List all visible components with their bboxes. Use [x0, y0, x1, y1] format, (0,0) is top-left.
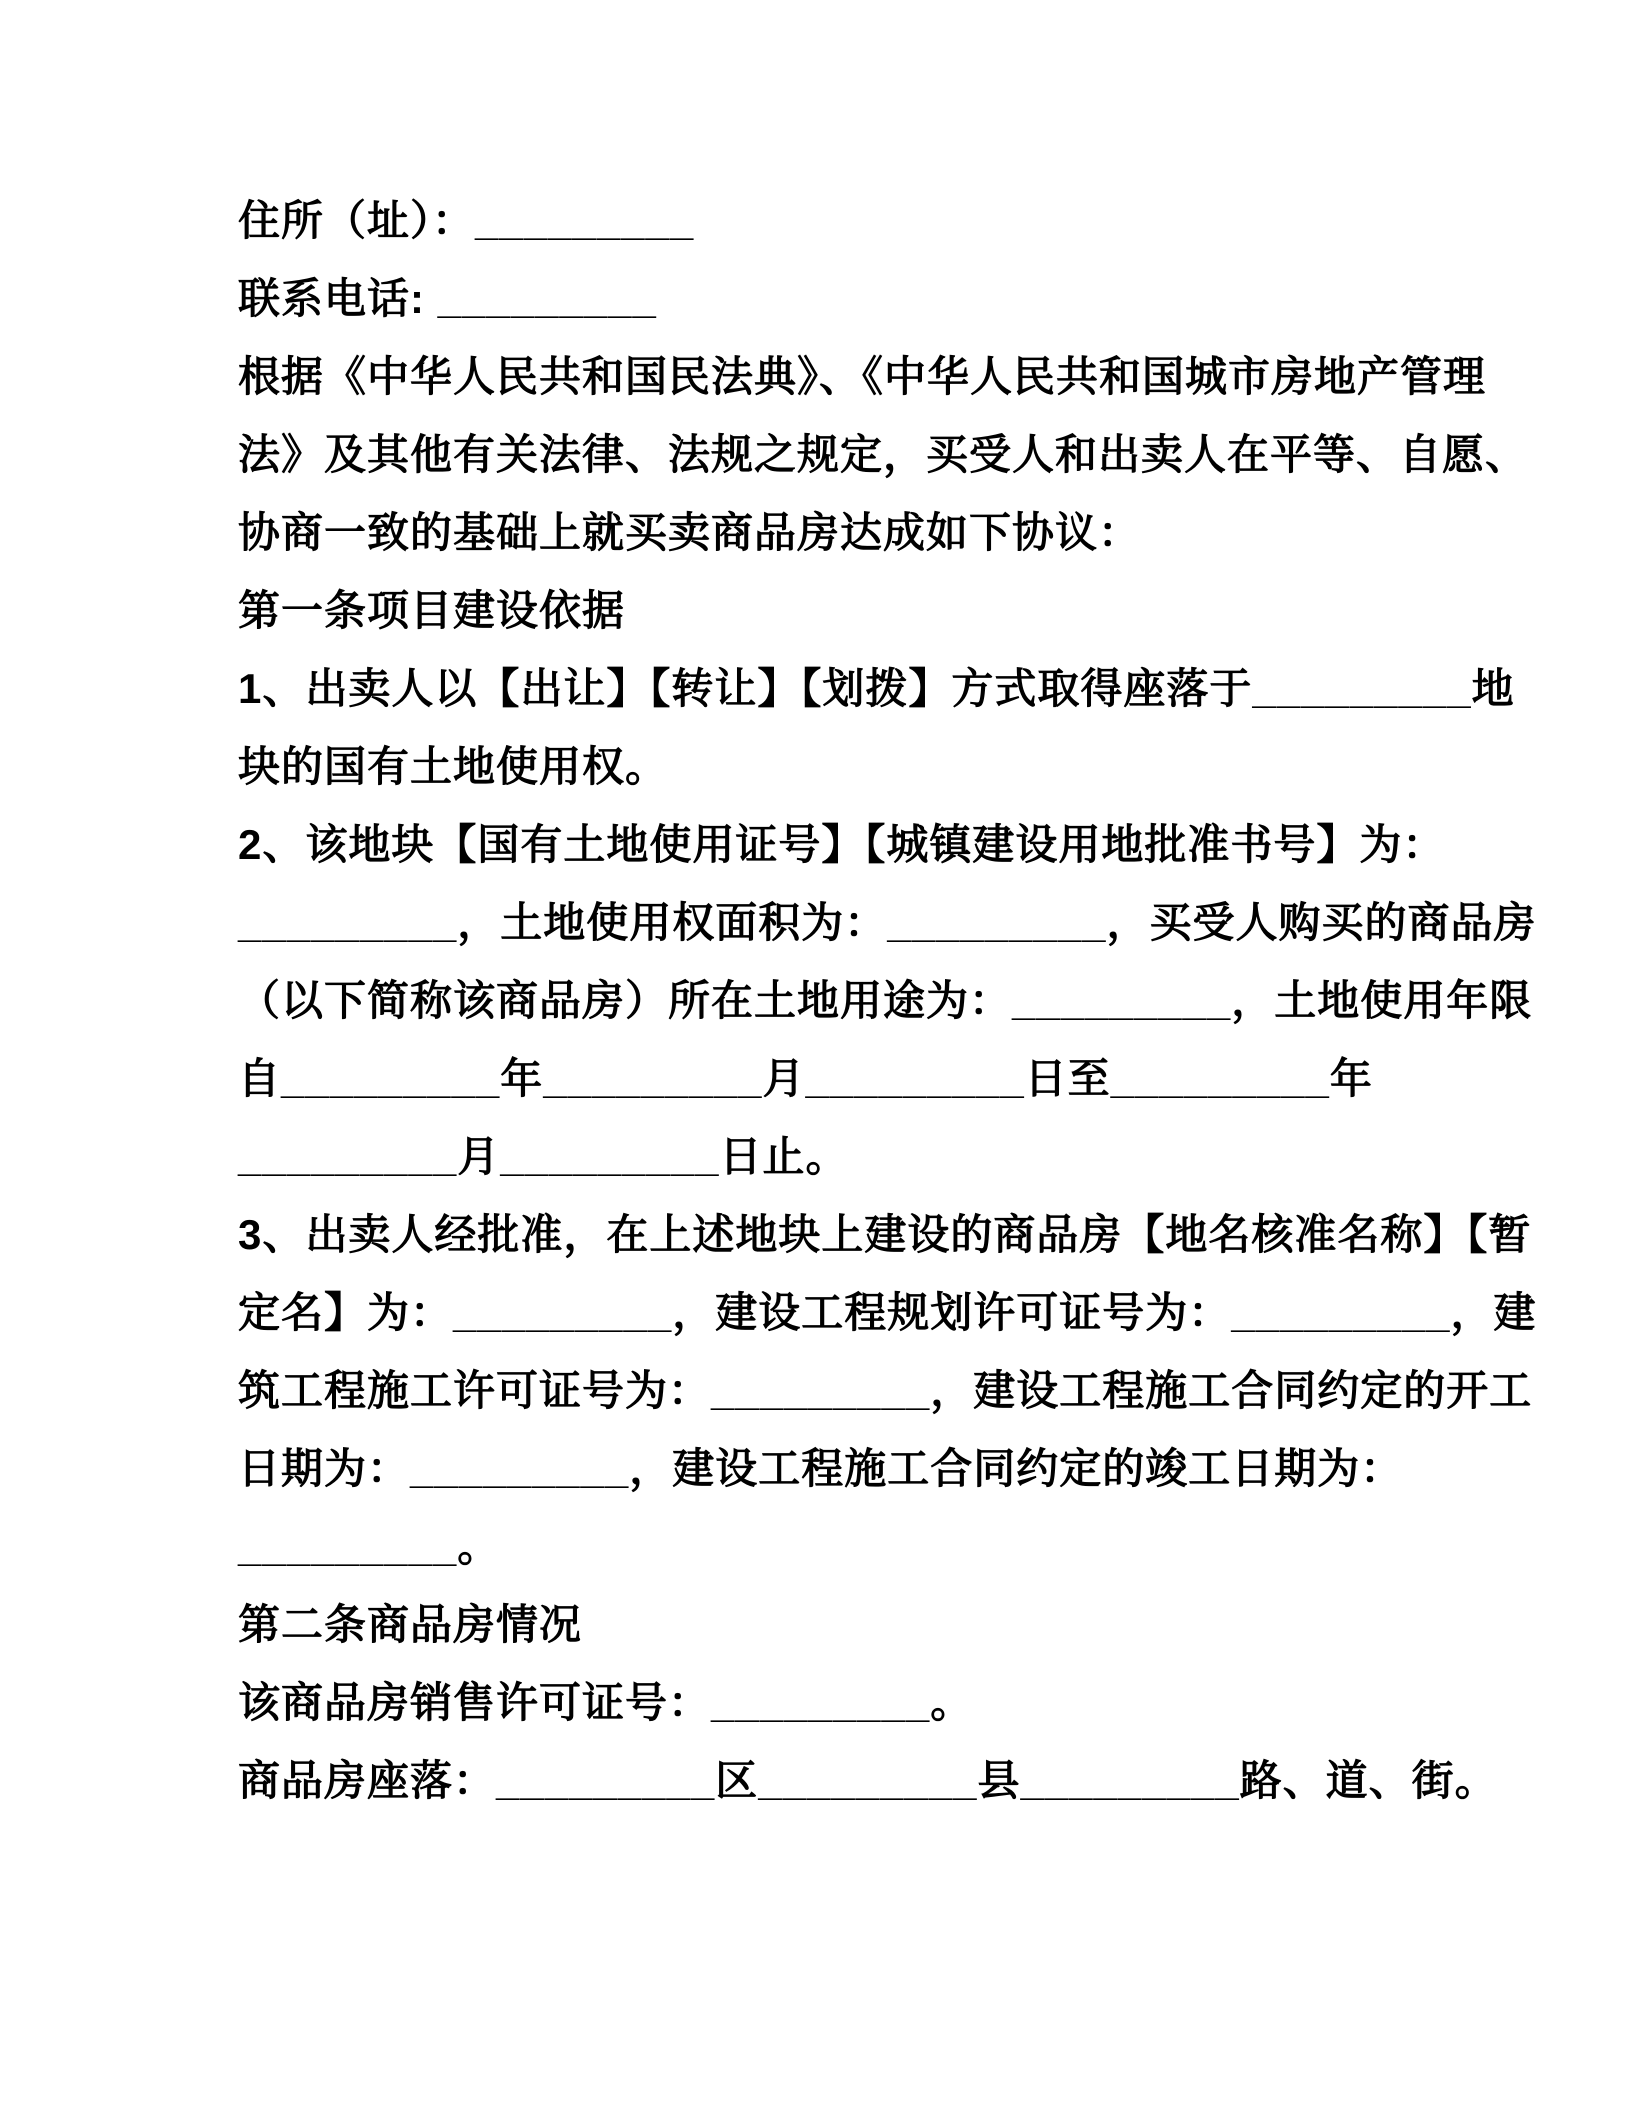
contract-text-block: [238, 182, 1537, 1820]
line-preamble-2: 法》及其他有关法律、法规之规定，买受人和出卖人在平等、自愿、: [238, 431, 1529, 478]
line-sales-permit: 该商品房销售许可证号：_________。: [238, 1679, 974, 1726]
line-clause1-1: 1、出卖人以【出让】【转让】【划拨】方式取得座落于_________地: [238, 665, 1515, 712]
line-clause3-5: _________。: [238, 1523, 501, 1570]
heading-article-2: 第二条商品房情况: [238, 1601, 583, 1648]
line-clause2-5: _________月_________日止。: [238, 1133, 849, 1180]
line-clause3-1: 3、出卖人经批准，在上述地块上建设的商品房【地名核准名称】【暂: [238, 1211, 1532, 1258]
line-clause1-2: 块的国有土地使用权。: [238, 743, 669, 790]
line-preamble-3: 协商一致的基础上就买卖商品房达成如下协议：: [238, 509, 1142, 556]
line-preamble-1: 根据《中华人民共和国民法典》、《中华人民共和国城市房地产管理: [238, 353, 1487, 400]
line-phone: 联系电话: _________: [238, 275, 657, 322]
line-clause3-4: 日期为：_________，建设工程施工合同约定的竣工日期为：: [238, 1445, 1404, 1492]
line-clause2-1: 2、该地块【国有土地使用证号】【城镇建设用地批准书号】为：: [238, 821, 1446, 868]
line-clause2-4: 自_________年_________月_________日至_________年: [238, 1055, 1373, 1102]
heading-article-1: 第一条项目建设依据: [238, 587, 626, 634]
line-location: 商品房座落：_________区_________县_________路、道、街。: [238, 1757, 1498, 1804]
line-address: 住所（址）：_________: [238, 197, 695, 244]
line-clause3-2: 定名】为：_________，建设工程规划许可证号为：_________，建: [238, 1289, 1537, 1336]
line-clause3-3: 筑工程施工许可证号为：_________，建设工程施工合同约定的开工: [238, 1367, 1533, 1414]
line-clause2-3: （以下简称该商品房）所在土地用途为：_________，土地使用年限: [238, 977, 1533, 1024]
line-clause2-2: _________，土地使用权面积为：_________，买受人购买的商品房: [238, 899, 1537, 946]
